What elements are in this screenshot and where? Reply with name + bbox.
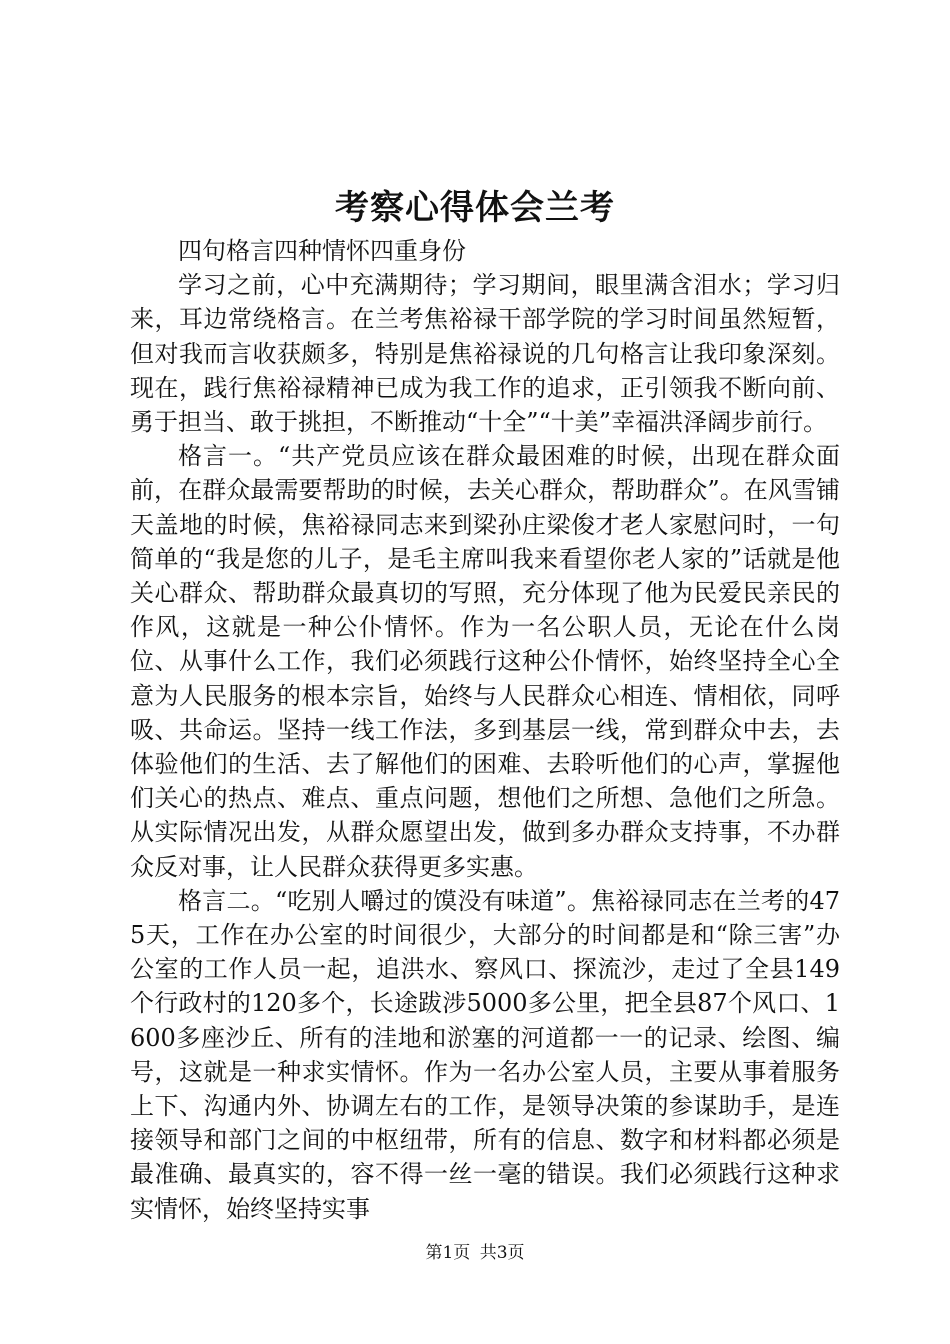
motto-two-paragraph: 格言二。“吃别人嚼过的馍没有味道”。焦裕禄同志在兰考的475天，工作在办公室的时间很少，大部分的时间都是和“除三害”办公室的工作人员一起，追洪水、察风口、探流沙，走过了全县149个行政村的120多个，长途跋涉5000多公里，把全县87个风口、1600多座沙丘、所有的洼地和淤塞的河道都一一的记录、绘图、编号，这就是一种求实情怀。作为一名办公室人员，主要从事着服务上下、沟通内外、协调左右的工作，是领导决策的参谋助手，是连接领导和部门之间的中枢纽带，所有的信息、数字和材料都必须是最准确、最真实的，容不得一丝一毫的错误。我们必须践行这种求实情怀，始终坚持实事 bbox=[130, 886, 840, 1223]
document-title: 考察心得体会兰考 bbox=[335, 188, 615, 228]
document-body bbox=[130, 234, 840, 1226]
intro-paragraph: 学习之前，心中充满期待；学习期间，眼里满含泪水；学习归来，耳边常绕格言。在兰考焦裕禄干部学院的学习时间虽然短暂，但对我而言收获颇多，特别是焦裕禄说的几句格言让我印象深刻。现在，践行焦裕禄精神已成为我工作的追求，正引领我不断向前、勇于担当、敢于挑担，不断推动“十全”“十美”幸福洪泽阔步前行。 bbox=[130, 271, 840, 437]
motto-one-paragraph: 格言一。“共产党员应该在群众最困难的时候，出现在群众面前，在群众最需要帮助的时候，去关心群众，帮助群众”。在风雪铺天盖地的时候，焦裕禄同志来到梁孙庄梁俊才老人家慰问时，一句简单的“我是您的儿子，是毛主席叫我来看望你老人家的”话就是他关心群众、帮助群众最真切的写照，充分体现了他为民爱民亲民的作风，这就是一种公仆情怀。作为一名公职人员，无论在什么岗位、从事什么工作，我们必须践行这种公仆情怀，始终坚持全心全意为人民服务的根本宗旨，始终与人民群众心相连、情相依，同呼吸、共命运。坚持一线工作法，多到基层一线，常到群众中去，去体验他们的生活、去了解他们的困难、去聆听他们的心声，掌握他们关心的热点、难点、重点问题，想他们之所想、急他们之所急。从实际情况出发，从群众愿望出发，做到多办群众支持事，不办群众反对事，让人民群众获得更多实惠。 bbox=[130, 442, 840, 881]
page-footer bbox=[0, 1241, 950, 1265]
page-total: 共3页 bbox=[479, 1243, 525, 1263]
subtitle-paragraph: 四句格言四种情怀四重身份 bbox=[178, 237, 466, 265]
page-number: 第1页 bbox=[425, 1243, 471, 1263]
